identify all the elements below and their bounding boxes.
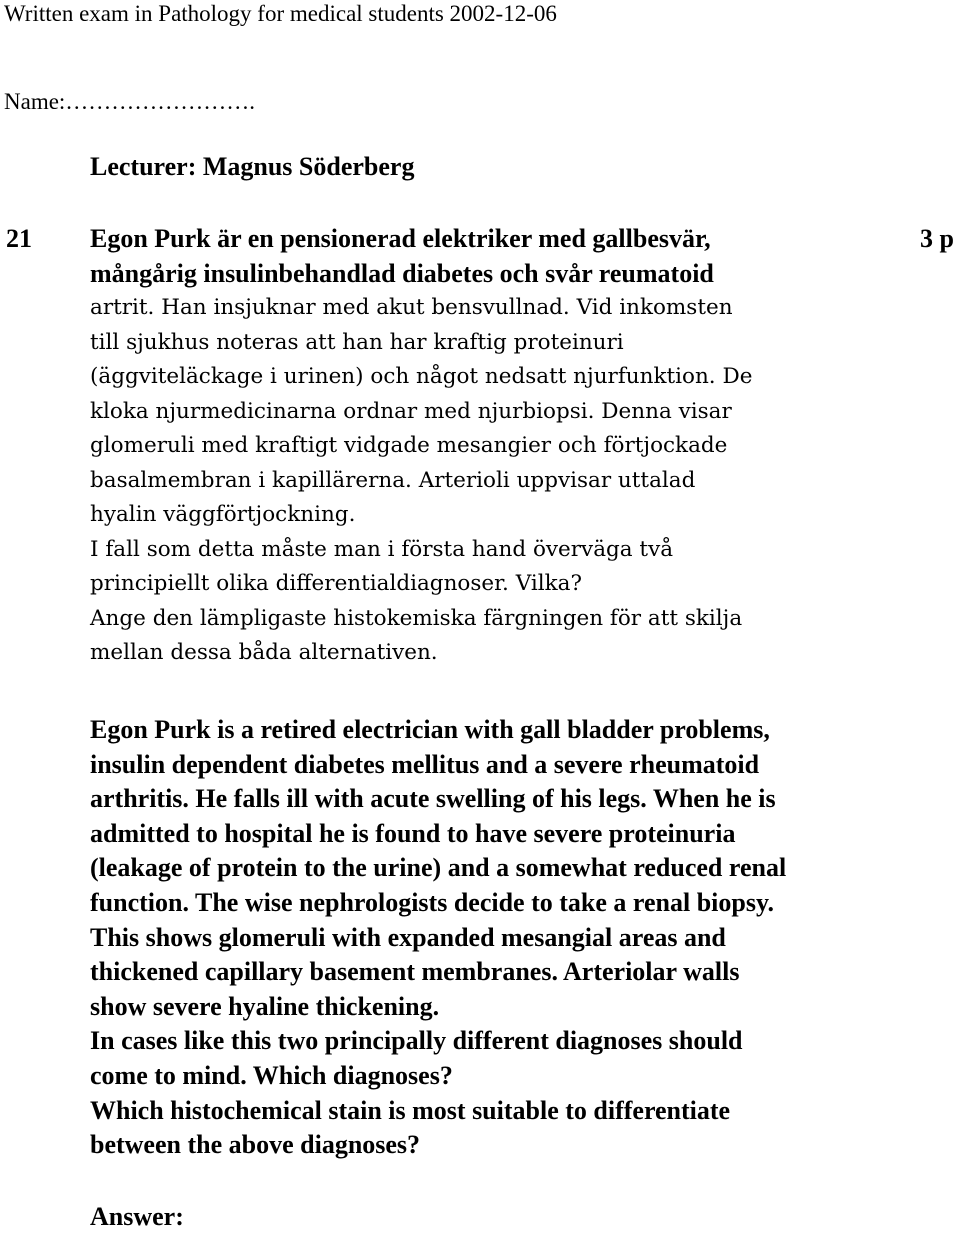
english-line: Egon Purk is a retired electrician with gall bladder problems,: [90, 715, 770, 744]
swedish-line: basalmembran i kapillärerna. Arterioli uppvisar uttalad: [90, 467, 696, 493]
english-line: This shows glomeruli with expanded mesangial areas and: [90, 922, 726, 952]
swedish-line: mellan dessa båda alternativen.: [90, 640, 438, 665]
english-line: insulin dependent diabetes mellitus and a severe rheumatoid: [90, 749, 760, 779]
english-line: (leakage of protein to the urine) and a somewhat reduced renal: [90, 853, 787, 883]
swedish-line: Ange den lämpligaste histokemiska färgningen för att skilja: [90, 605, 743, 631]
question-number: 21: [6, 224, 32, 253]
name-field-label: Name:…………………….: [4, 89, 256, 114]
swedish-line: mångårig insulinbehandlad diabetes och svår reumatoid: [90, 258, 714, 288]
english-line: come to mind. Which diagnoses?: [90, 1060, 453, 1090]
swedish-line: Egon Purk är en pensionerad elektriker med gallbesvär,: [90, 224, 711, 253]
swedish-line: I fall som detta måste man i första hand överväga två: [90, 536, 674, 562]
english-line: between the above diagnoses?: [90, 1130, 421, 1160]
swedish-line: principiellt olika differentialdiagnoser. Vilka?: [90, 571, 582, 596]
lecturer-heading: Lecturer: Magnus Söderberg: [90, 152, 415, 181]
swedish-line: hyalin väggförtjockning.: [90, 502, 356, 527]
swedish-line: till sjukhus noteras att han har kraftig proteinuri: [90, 329, 624, 355]
english-line: show severe hyaline thickening.: [90, 991, 440, 1021]
english-line: function. The wise nephrologists decide to take a renal biopsy.: [90, 887, 775, 917]
swedish-line: artrit. Han insjuknar med akut bensvullnad. Vid inkomsten: [90, 295, 733, 320]
swedish-line: kloka njurmedicinarna ordnar med njurbiopsi. Denna visar: [90, 398, 732, 424]
swedish-line: (äggviteläckage i urinen) och något nedsatt njurfunktion. De: [90, 364, 753, 389]
swedish-line: glomeruli med kraftigt vidgade mesangier och förtjockade: [90, 433, 728, 458]
english-line: Which histochemical stain is most suitable to differentiate: [90, 1095, 731, 1125]
exam-header: Written exam in Pathology for medical students 2002-12-06: [4, 1, 557, 26]
english-line: thickened capillary basement membranes. Arteriolar walls: [90, 957, 740, 987]
answer-label: Answer:: [90, 1202, 184, 1231]
english-line: arthritis. He falls ill with acute swelling of his legs. When he is: [90, 784, 776, 814]
english-line: admitted to hospital he is found to have severe proteinuria: [90, 818, 736, 848]
english-line: In cases like this two principally different diagnoses should: [90, 1026, 743, 1056]
question-text-swedish: [90, 222, 890, 671]
question-text-english: [90, 713, 950, 1163]
question-points: 3 p: [920, 224, 954, 253]
